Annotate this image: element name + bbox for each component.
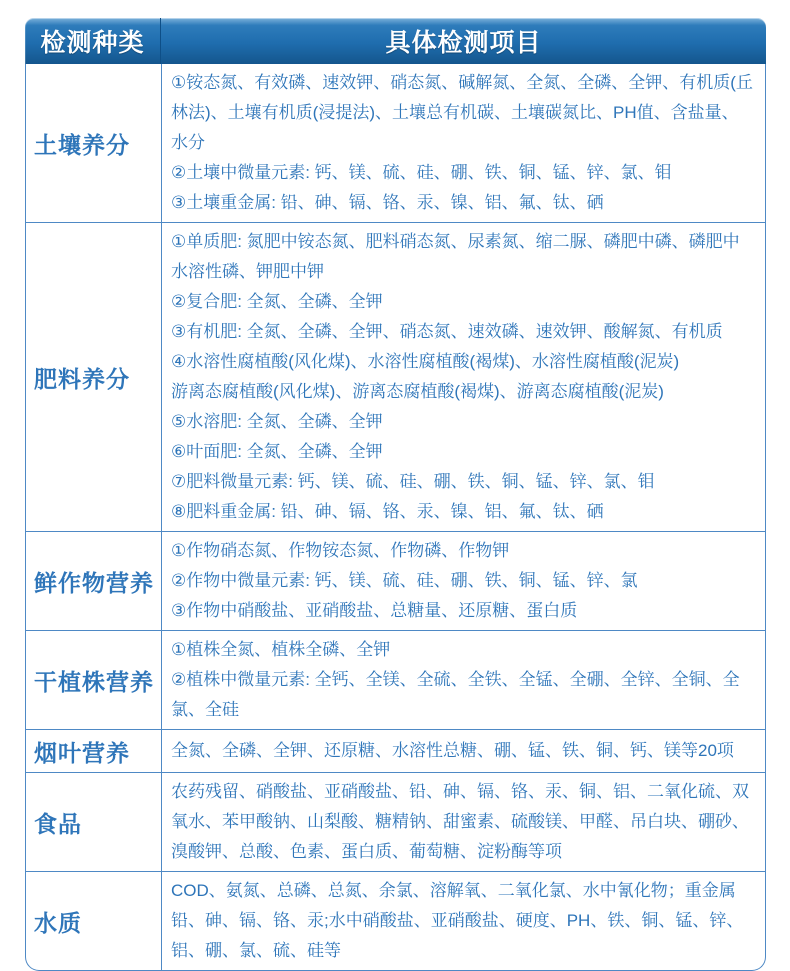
- category-label-soil-nutrients: 土壤养分: [26, 64, 162, 222]
- row-water-quality: [26, 872, 765, 970]
- item-line: ⑤水溶肥: 全氮、全磷、全钾: [171, 412, 383, 431]
- category-label-tobacco-leaf-nutrition: 烟叶营养: [26, 730, 162, 772]
- item-line: ①单质肥: 氮肥中铵态氮、肥料硝态氮、尿素氮、缩二脲、磷肥中磷、磷肥中水溶性磷、钾肥中钾: [171, 232, 740, 281]
- row-fertilizer-nutrients: [26, 223, 765, 532]
- header-category-label: 检测种类: [25, 18, 161, 64]
- item-line: ③有机肥: 全氮、全磷、全钾、硝态氮、速效磷、速效钾、酸解氮、有机质: [171, 322, 723, 341]
- item-line: ⑥叶面肥: 全氮、全磷、全钾: [171, 442, 383, 461]
- item-line: ⑧肥料重金属: 铅、砷、镉、铬、汞、镍、铝、氟、钛、硒: [171, 502, 604, 521]
- item-line: 全氮、全磷、全钾、还原糖、水溶性总糖、硼、锰、铁、铜、钙、镁等20项: [171, 741, 734, 760]
- item-line: COD、氨氮、总磷、总氮、余氯、溶解氧、二氧化氯、水中氰化物；重金属铅、砷、镉、铬、汞;水中硝酸盐、亚硝酸盐、硬度、PH、铁、铜、锰、锌、铝、硼、氯、硫、硅等: [171, 881, 744, 960]
- header-items-label: 具体检测项目: [385, 29, 542, 57]
- category-label-water-quality: 水质: [26, 872, 162, 970]
- category-label-food: 食品: [26, 773, 162, 871]
- table-body: [25, 64, 766, 971]
- item-line: ②复合肥: 全氮、全磷、全钾: [171, 292, 383, 311]
- items-cell-water-quality: [162, 872, 765, 970]
- items-cell-soil-nutrients: [162, 64, 765, 222]
- category-label-fresh-crop-nutrition: 鲜作物营养: [26, 532, 162, 630]
- row-soil-nutrients: [26, 64, 765, 223]
- items-cell-food: [162, 773, 765, 871]
- row-food: [26, 773, 765, 872]
- items-cell-tobacco-leaf-nutrition: [162, 730, 765, 772]
- detection-table: [25, 18, 766, 971]
- item-line: ①铵态氮、有效磷、速效钾、硝态氮、碱解氮、全氮、全磷、全钾、有机质(丘林法)、土壤有机质(浸提法)、土壤总有机碳、土壤碳氮比、PH值、含盐量、水分: [171, 73, 753, 152]
- row-dry-plant-nutrition: [26, 631, 765, 730]
- item-line: ④水溶性腐植酸(风化煤)、水溶性腐植酸(褐煤)、水溶性腐植酸(泥炭): [171, 352, 680, 371]
- item-line: ②作物中微量元素: 钙、镁、硫、硅、硼、铁、铜、锰、锌、氯: [171, 571, 638, 590]
- category-label-dry-plant-nutrition: 干植株营养: [26, 631, 162, 729]
- item-line: ③土壤重金属: 铅、砷、镉、铬、汞、镍、铝、氟、钛、硒: [171, 193, 604, 212]
- category-label-fertilizer-nutrients: 肥料养分: [26, 223, 162, 531]
- item-line: ②土壤中微量元素: 钙、镁、硫、硅、硼、铁、铜、锰、锌、氯、钼: [171, 163, 672, 182]
- item-line: 游离态腐植酸(风化煤)、游离态腐植酸(褐煤)、游离态腐植酸(泥炭): [171, 382, 664, 401]
- items-cell-dry-plant-nutrition: [162, 631, 765, 729]
- item-line: 农药残留、硝酸盐、亚硝酸盐、铅、砷、镉、铬、汞、铜、铝、二氧化硫、双氧水、苯甲酸钠、山梨酸、糖精钠、甜蜜素、硫酸镁、甲醛、吊白块、硼砂、溴酸钾、总酸、色素、蛋白质、葡萄糖、淀粉酶等项: [171, 782, 749, 861]
- item-line: ⑦肥料微量元素: 钙、镁、硫、硅、硼、铁、铜、锰、锌、氯、钼: [171, 472, 655, 491]
- row-tobacco-leaf-nutrition: [26, 730, 765, 773]
- item-line: ③作物中硝酸盐、亚硝酸盐、总糖量、还原糖、蛋白质: [171, 601, 578, 620]
- item-line: ①植株全氮、植株全磷、全钾: [171, 640, 391, 659]
- item-line: ①作物硝态氮、作物铵态氮、作物磷、作物钾: [171, 541, 510, 560]
- items-cell-fresh-crop-nutrition: [162, 532, 765, 630]
- table-header: [25, 18, 766, 64]
- row-fresh-crop-nutrition: [26, 532, 765, 631]
- item-line: ②植株中微量元素: 全钙、全镁、全硫、全铁、全锰、全硼、全锌、全铜、全氯、全硅: [171, 670, 740, 719]
- items-cell-fertilizer-nutrients: [162, 223, 765, 531]
